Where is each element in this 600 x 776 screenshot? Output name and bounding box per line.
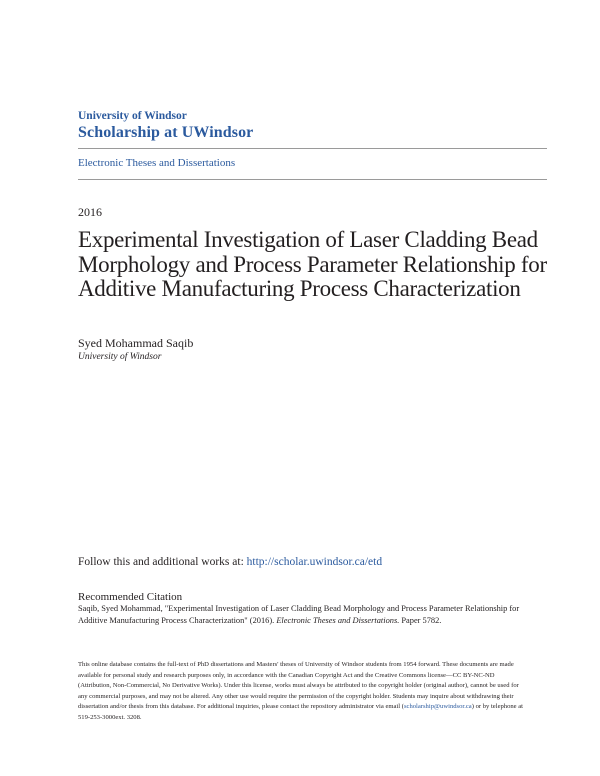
- notice-text-1: This online database contains the full-text of PhD dissertations and Masters' theses of University of Windsor students from 1954 forward. These documents are made available for personal study and research purposes only, in accordance with the Canadian Copyright Act and the Creative Commons license—CC BY-NC-ND (Attribution, Non-Commercial, No Derivative Works). Under this license, works must always be attributed to the copyright holder (original author), cannot be used for any commercial purposes, and may not be altered. Any other use would require the permission of the copyright holder. Students may inquire about withdrawing their dissertation and/or thesis from this database. For additional inquiries, please contact the repository administrator via email (: [78, 661, 519, 710]
- collection-link[interactable]: Electronic Theses and Dissertations: [78, 157, 236, 169]
- header-divider-bottom: [78, 179, 547, 180]
- institution-name[interactable]: University of Windsor: [78, 110, 187, 122]
- author-affiliation: University of Windsor: [78, 352, 162, 362]
- publication-year: 2016: [78, 205, 102, 219]
- follow-line: [78, 555, 382, 569]
- citation-series: Electronic Theses and Dissertations.: [276, 615, 400, 625]
- document-title: Experimental Investigation of Laser Cladding Bead Morphology and Process Parameter Relationship for Additive Manufacturing Process Characterization: [78, 227, 547, 301]
- contact-email-link[interactable]: scholarship@uwindsor.ca: [403, 703, 472, 710]
- recommended-citation-heading: Recommended Citation: [78, 591, 183, 603]
- citation-text: Saqib, Syed Mohammad, "Experimental Investigation of Laser Cladding Bead Morphology and Process Parameter Relationship for Additive Manufacturing Process Characterization" (2016).: [78, 604, 520, 625]
- follow-text: Follow this and additional works at:: [78, 556, 244, 568]
- repository-header: [78, 109, 548, 142]
- notice-text-2: ) or by telephone at 519-253-3000ext. 3208.: [78, 703, 524, 721]
- author-name: Syed Mohammad Saqib: [78, 336, 194, 350]
- copyright-notice: [78, 660, 528, 723]
- repository-name[interactable]: Scholarship at UWindsor: [78, 124, 254, 141]
- header-divider-top: [78, 148, 547, 149]
- follow-link[interactable]: http://scholar.uwindsor.ca/etd: [246, 556, 383, 568]
- citation-paper: Paper 5782.: [401, 615, 442, 625]
- recommended-citation: [78, 603, 528, 626]
